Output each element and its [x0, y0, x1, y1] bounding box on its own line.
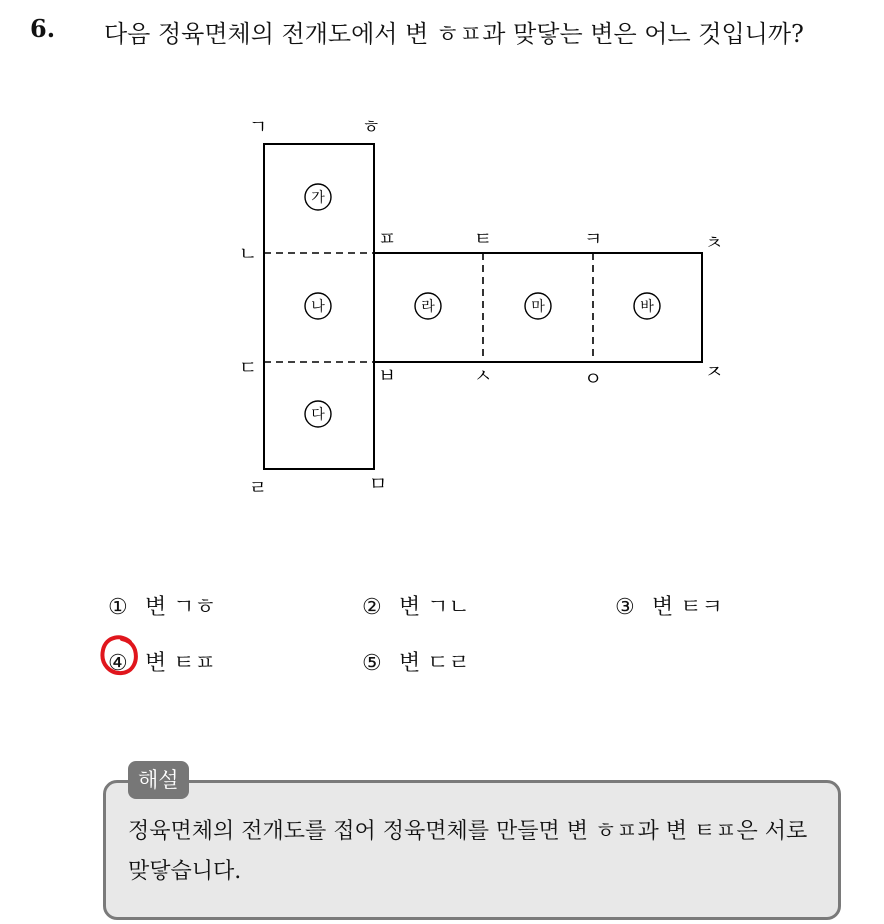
choice-5-mark: ⑤	[362, 651, 382, 676]
vertex-label-g: ㄱ	[248, 116, 268, 138]
choice-3[interactable]	[615, 590, 723, 621]
vertex-label-k: ㅋ	[583, 228, 603, 250]
answer-ring-mark	[100, 634, 138, 676]
vertex-label-b: ㅂ	[377, 365, 397, 387]
choice-1-text: 변 ㄱㅎ	[145, 595, 216, 620]
face-label-da: 다	[311, 407, 325, 423]
choice-3-mark: ③	[615, 595, 635, 620]
face-label-ba: 바	[640, 299, 654, 315]
vertex-label-t: ㅌ	[473, 228, 493, 250]
question-text: 다음 정육면체의 전개도에서 변 ㅎㅍ과 맞닿는 변은 어느 것입니까?	[104, 20, 804, 48]
vertex-label-p: ㅍ	[377, 228, 397, 250]
choice-4-text: 변 ㅌㅍ	[145, 651, 216, 676]
choice-1-mark: ①	[108, 595, 128, 620]
vertex-label-s: ㅅ	[473, 365, 493, 387]
choice-2-text: 변 ㄱㄴ	[399, 595, 470, 620]
choice-5-text: 변 ㄷㄹ	[399, 651, 470, 676]
choice-5[interactable]	[362, 646, 470, 677]
vertex-label-h: ㅎ	[361, 116, 381, 138]
vertex-label-d: ㄷ	[238, 357, 258, 379]
explanation-text: 정육면체의 전개도를 접어 정육면체를 만들면 변 ㅎㅍ과 변 ㅌㅍ은 서로 맞닿습니다.	[128, 819, 808, 884]
choice-1[interactable]	[108, 590, 216, 621]
choice-2[interactable]	[362, 590, 470, 621]
vertex-label-o: ㅇ	[583, 368, 603, 390]
vertex-label-r: ㄹ	[248, 477, 268, 499]
vertex-label-ch: ㅊ	[704, 232, 724, 254]
face-label-ga: 가	[311, 190, 325, 206]
face-label-na: 나	[311, 299, 325, 315]
vertex-label-n: ㄴ	[238, 243, 258, 265]
choice-3-text: 변 ㅌㅋ	[652, 595, 723, 620]
choice-2-mark: ②	[362, 595, 382, 620]
question-number: 6.	[30, 14, 56, 43]
vertex-label-j: ㅈ	[704, 361, 724, 383]
face-label-ra: 라	[421, 299, 435, 315]
explanation-tag: 해설	[128, 761, 189, 799]
vertex-label-m: ㅁ	[368, 473, 388, 495]
choice-4-mark: ④	[108, 651, 128, 676]
face-label-ma: 마	[531, 299, 545, 315]
